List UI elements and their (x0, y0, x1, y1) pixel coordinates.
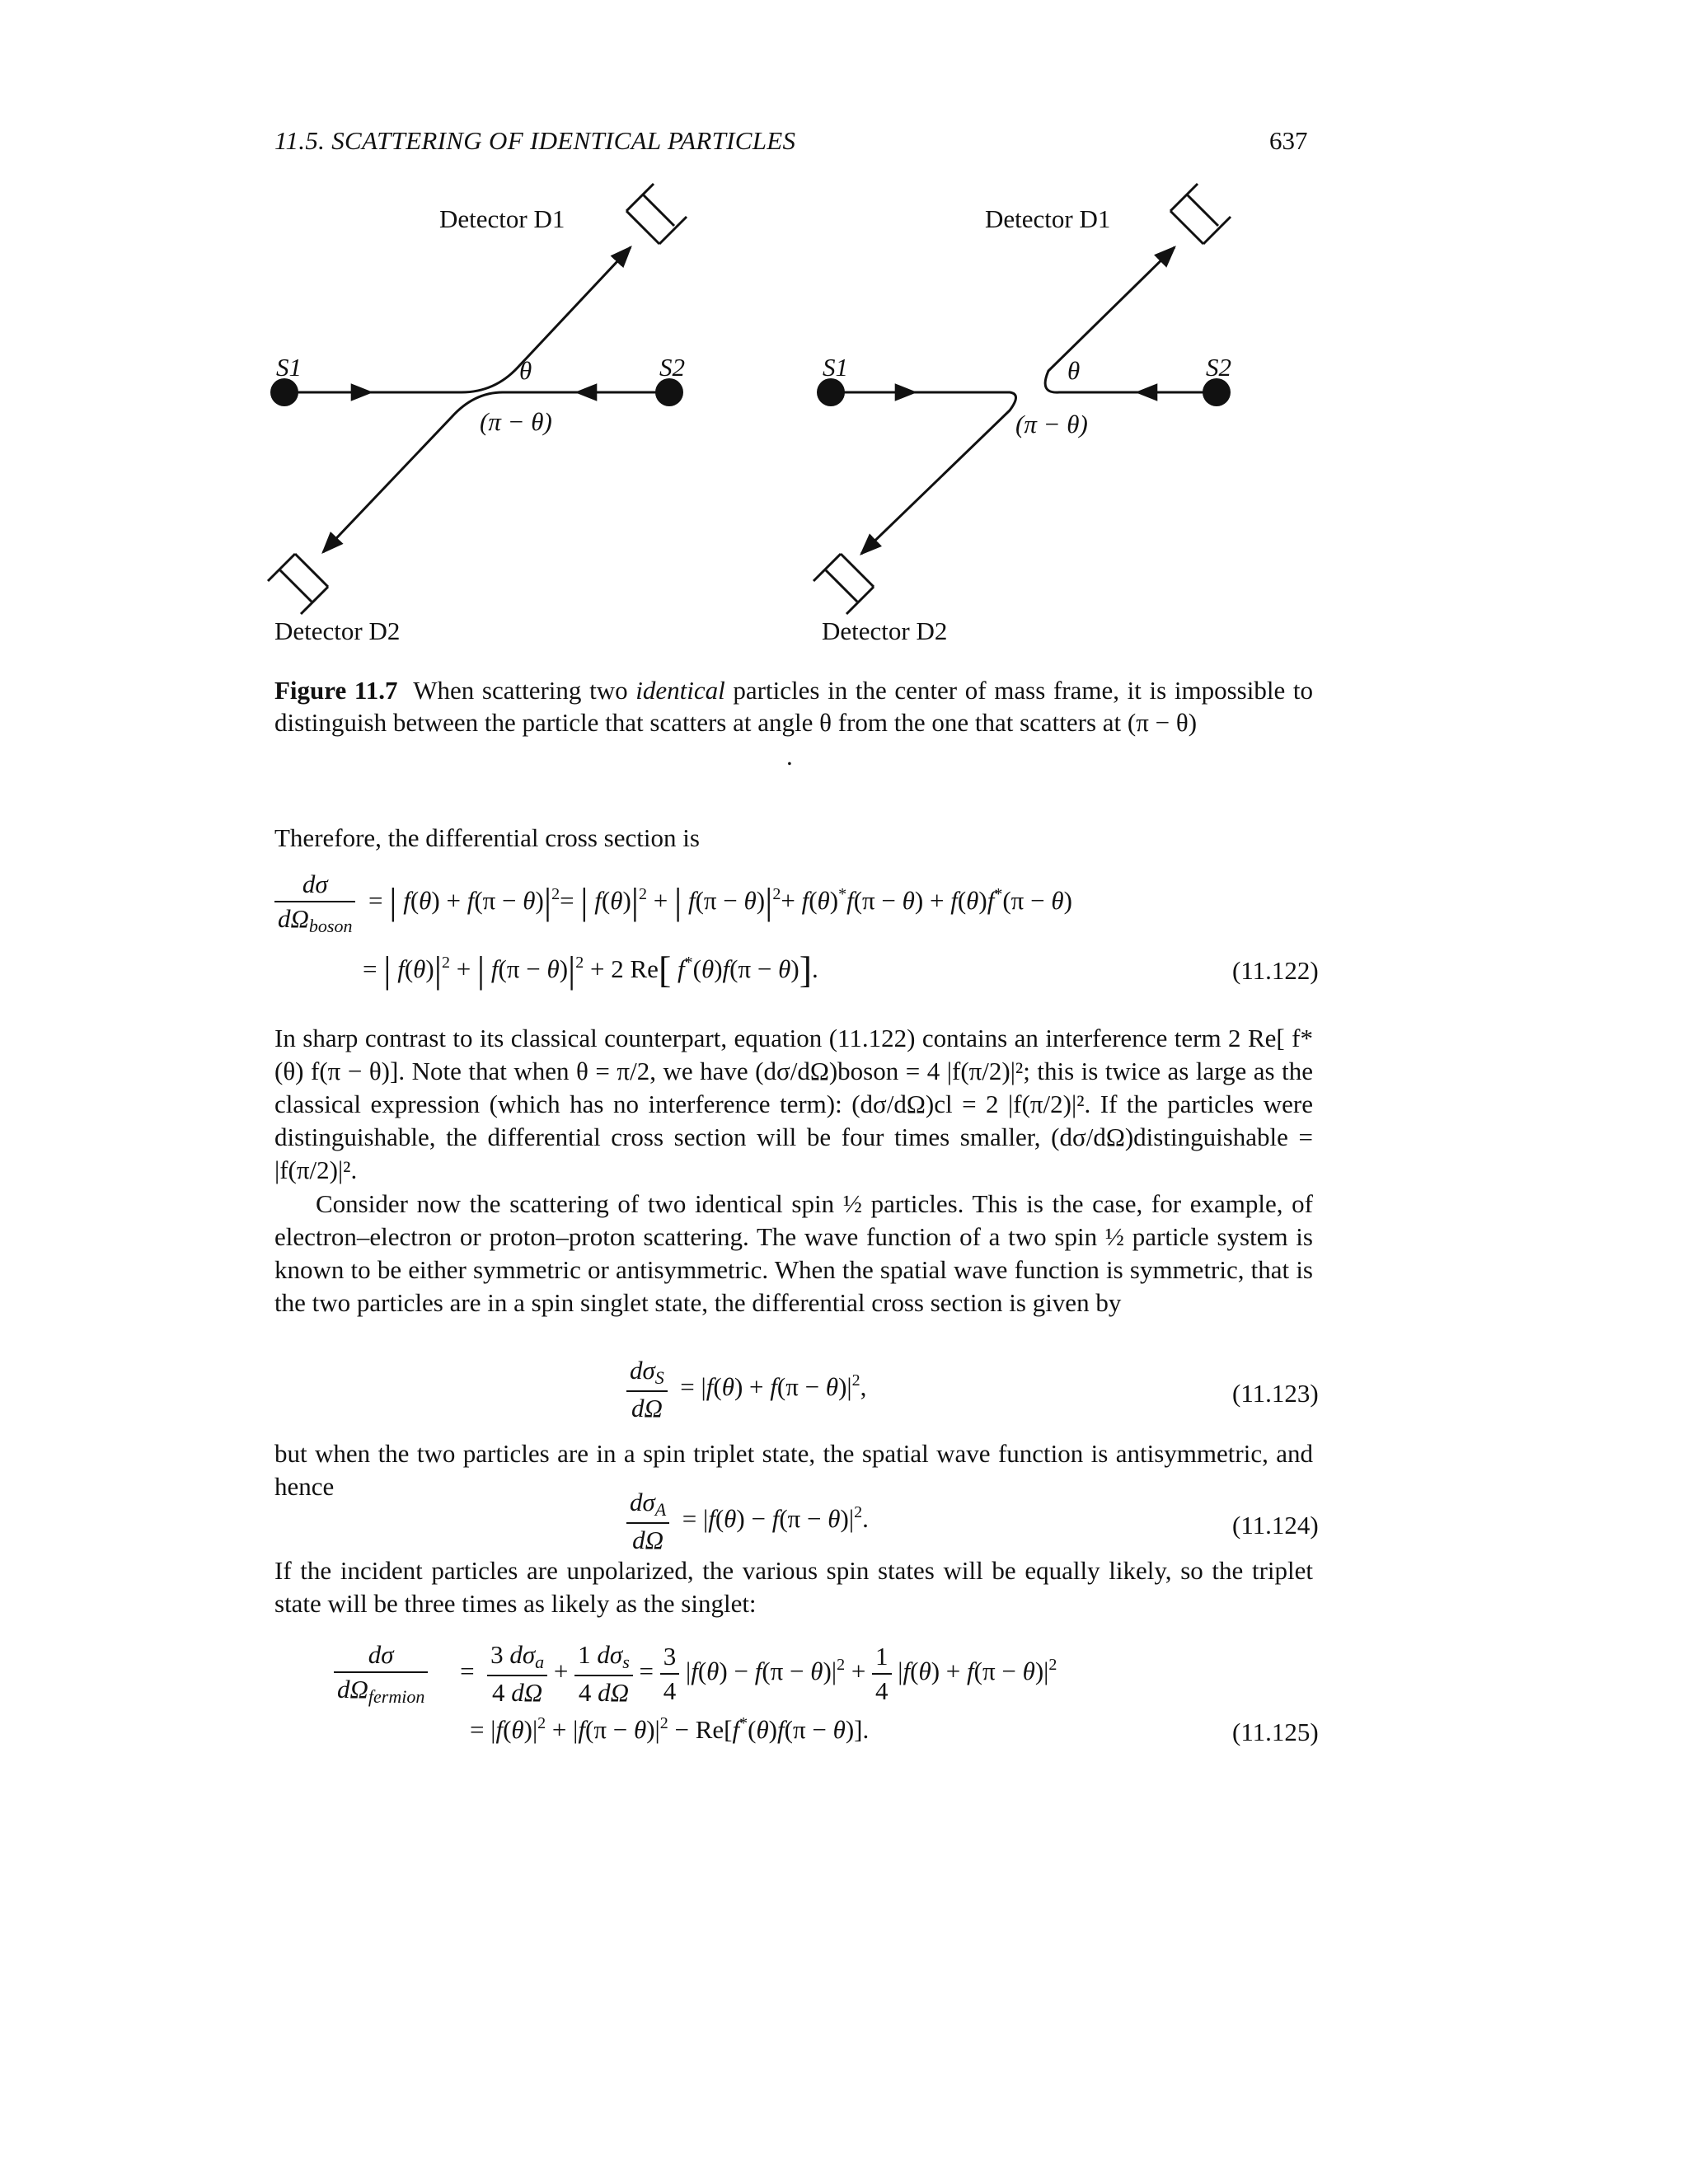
equation-11-124: $\frac{d\sigma_A}{d\Omega}$ = $|f(\theta) - f(\pi - \theta)|^2$. (626, 1488, 869, 1555)
equation-11-123: $\frac{d\sigma_S}{d\Omega}$ = $|f(\theta) + f(\pi - \theta)|^2$, (626, 1356, 866, 1423)
paragraph-4: but when the two particles are in a spin triplet state, the spatial wave function is antisymmetric, and hence (274, 1439, 1313, 1501)
right-source-s1-dot (817, 378, 845, 406)
left-detector-d1-icon (626, 184, 687, 244)
right-source-s2-dot (1203, 378, 1231, 406)
figure-caption-trailing-dot: . (786, 742, 793, 771)
running-header-title: 11.5. SCATTERING OF IDENTICAL PARTICLES (274, 126, 796, 155)
figure-caption-label: Figure 11.7 (274, 676, 398, 705)
paragraph-2: In sharp contrast to its classical counterpart, equation (11.122) contains an interference term 2 Re[ f*(θ) f(π − θ)]. Note that when θ = π/2, we have (dσ/dΩ)boson = 4 |f(π/2)|²; this is twice as large as the classical expression (which has no interference term): (dσ/dΩ)cl = 2 |f(π/2)|². If the particles were distinguishable, the differential cross section will be four times smaller, (dσ/dΩ)distinguishable = |f(π/2)|². (274, 1024, 1313, 1184)
left-scattered-path-d1 (371, 247, 631, 392)
scattering-figure (247, 181, 1401, 659)
right-theta-label: θ (1067, 356, 1081, 385)
left-detector-d2-label: Detector D2 (274, 616, 401, 645)
left-detector-d2-icon (268, 554, 328, 614)
right-source-s1-label: S1 (823, 353, 848, 382)
left-detector-d1-label: Detector D1 (439, 204, 565, 233)
left-pi-minus-theta-label: (π − θ) (480, 407, 552, 436)
left-source-s2-label: S2 (659, 353, 685, 382)
page-number: 637 (1269, 126, 1308, 155)
equation-number-11-122: (11.122) (1232, 956, 1319, 985)
right-scattered-path-d2 (861, 392, 1016, 554)
figure-caption-text-2: particles in the center of mass frame, it is impossible to distinguish between the particle that scatters at angle θ from the one that scatters at (π − θ) (274, 676, 1313, 737)
right-detector-d1-icon (1170, 184, 1231, 244)
equation-11-125-line-2: = $|f(\theta)|^2 + |f(\pi - \theta)|^2 - Re[f^*(\theta)f(\pi - \theta)]$. (470, 1714, 870, 1744)
figure-caption-text-1: When scattering two (413, 676, 628, 705)
figure-caption-emphasis: identical (635, 676, 725, 705)
figure-caption (274, 674, 1313, 738)
paragraph-1: Therefore, the differential cross section is (274, 823, 700, 852)
right-source-s2-label: S2 (1206, 353, 1231, 382)
right-pi-minus-theta-label: (π − θ) (1015, 410, 1088, 438)
right-detector-d2-icon (814, 554, 874, 614)
right-detector-d2-label: Detector D2 (822, 616, 948, 645)
right-detector-d1-label: Detector D1 (985, 204, 1111, 233)
left-source-s1-dot (270, 378, 298, 406)
equation-11-122-line-2: = | $f(\theta)|^2$ + | $f(\pi - \theta)|^2 + 2$ Re[ f*(θ)f(π − θ)]. (363, 949, 818, 991)
paragraph-5: If the incident particles are unpolarized, the various spin states will be equally likely, so the triplet state will be three times as likely as the singlet: (274, 1556, 1313, 1618)
right-scattered-path-d1 (1045, 247, 1175, 392)
left-source-s1-label: S1 (276, 353, 302, 382)
equation-number-11-123: (11.123) (1232, 1379, 1319, 1408)
equation-number-11-125: (11.125) (1232, 1718, 1319, 1746)
equation-11-125-line-1: $\frac{d\sigma}{d\Omega_{fermion}}$ = $\frac{3 d\sigma_a}{4 d\Omega}$ + $\frac{1 d\sigma_s}{4 d\Omega}$ = $\frac{3}{4}$ $|f(\theta) - f(\pi - \theta)|^2$ + $\frac{1}{4}$ $|f(\theta) + f(\pi - \theta)|^2$ (334, 1640, 1057, 1708)
left-theta-label: θ (519, 356, 532, 385)
equation-11-122-line-1: $\frac{d\sigma}{d\Omega_{boson}}$ = | $f(\theta) + f(\pi - \theta)|^2=$ | $f(\theta)|^2$ + | $f(\pi - \theta)|^2+ f(\theta)^*f(\pi - \theta) + f(\theta)f^*(\pi - \theta)$ (274, 869, 1072, 937)
left-source-s2-dot (655, 378, 683, 406)
equation-number-11-124: (11.124) (1232, 1511, 1319, 1540)
paragraph-3: Consider now the scattering of two identical spin ½ particles. This is the case, for example, of electron–electron or proton–proton scattering. The wave function of a two spin ½ particle system is known to be either symmetric or antisymmetric. When the spatial wave function is symmetric, that is the two particles are in a spin singlet state, the differential cross section is given by (274, 1189, 1313, 1317)
